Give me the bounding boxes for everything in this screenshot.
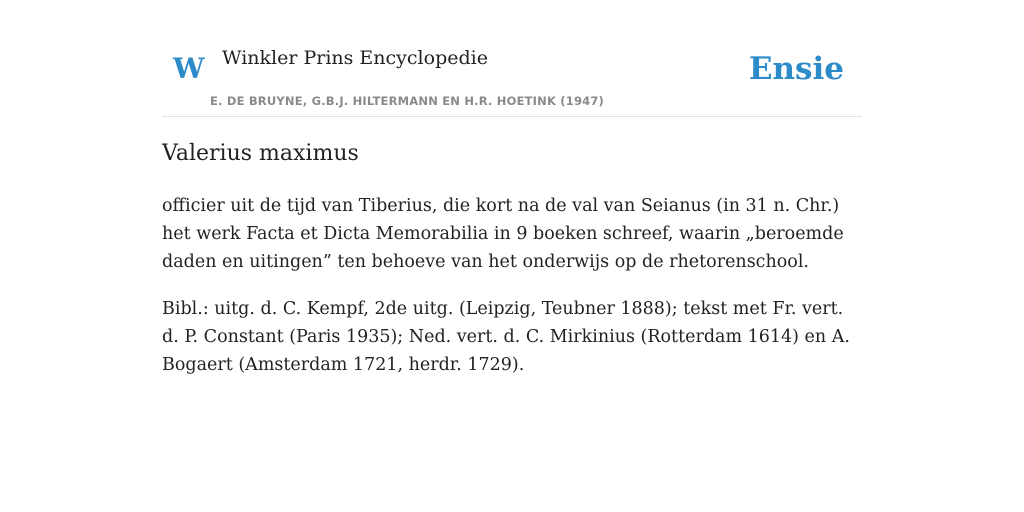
encyclopedia-title[interactable]: Winkler Prins Encyclopedie	[222, 47, 488, 69]
article-paragraph-bibliography: Bibl.: uitg. d. C. Kempf, 2de uitg. (Leipzig, Teubner 1888); tekst met Fr. vert. d. P. Constant (Paris 1935); Ned. vert. d. C. Mirkinius (Rotterdam 1614) en A. Bogaert (Amsterdam 1721, herdr. 1729).	[162, 299, 850, 375]
encyclopedia-authors: E. DE BRUYNE, G.B.J. HILTERMANN EN H.R. HOETINK (1947)	[210, 94, 605, 108]
encyclopedia-header	[162, 0, 862, 117]
ensie-brand-link[interactable]: Ensie	[748, 51, 844, 87]
winkler-prins-logo[interactable]: W	[173, 52, 205, 85]
article-paragraph-definition: officier uit de tijd van Tiberius, die kort na de val van Seianus (in 31 n. Chr.) het werk Facta et Dicta Memorabilia in 9 boeken schreef, waarin „beroemde daden en uitingen” ten behoeve van het onderwijs op de rhetorenschool.	[162, 196, 844, 272]
article-title: Valerius maximus	[162, 141, 359, 166]
article	[162, 136, 862, 379]
